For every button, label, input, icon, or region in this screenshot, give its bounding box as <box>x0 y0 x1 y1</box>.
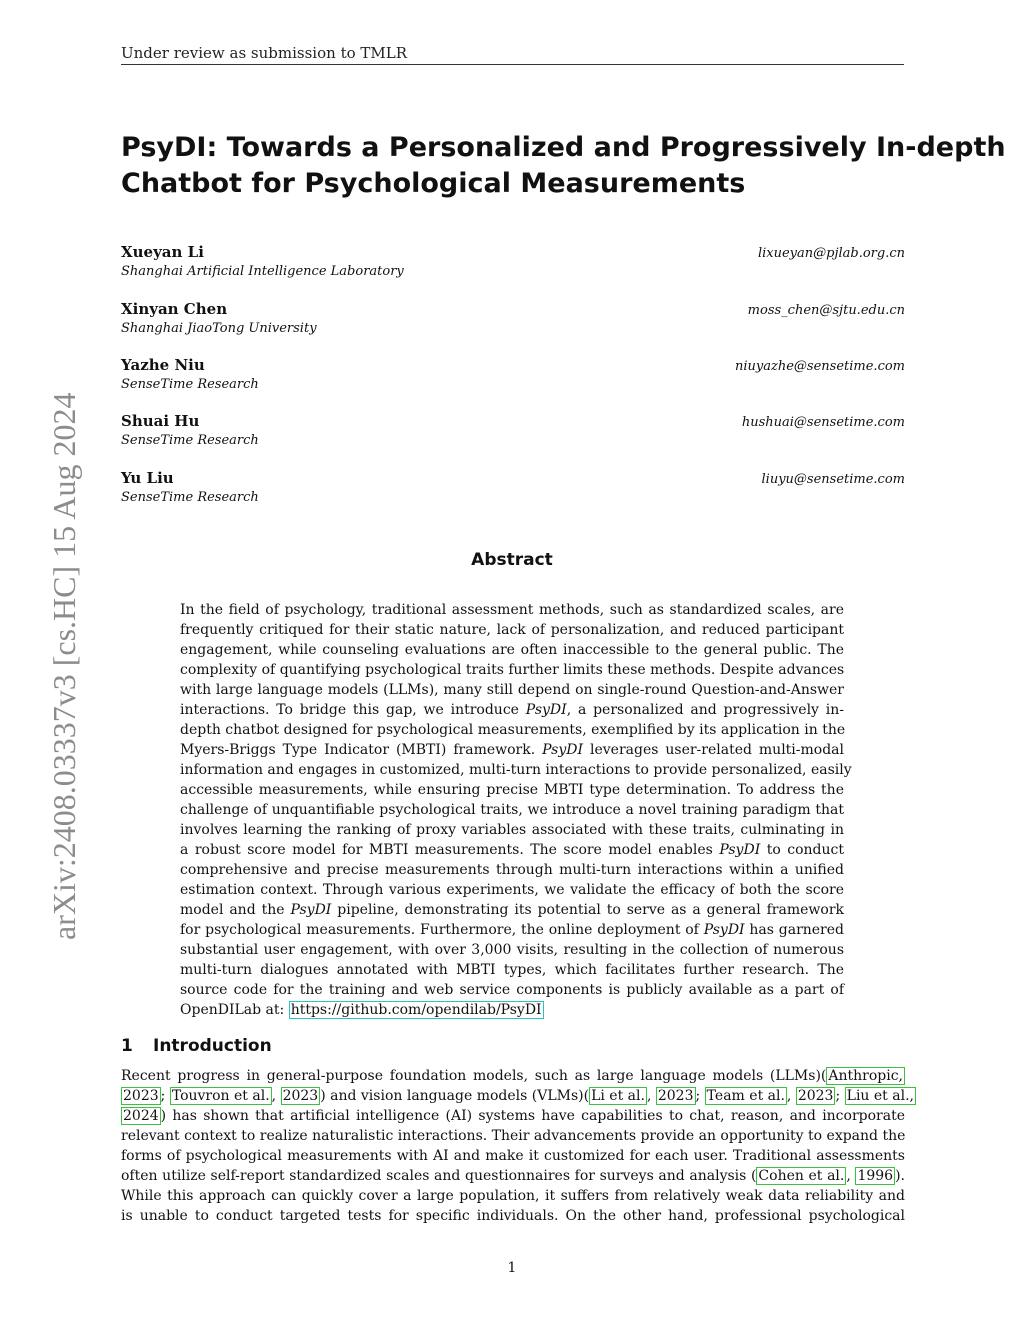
section-title: Introduction <box>153 1036 272 1056</box>
author-affiliation: SenseTime Research <box>121 433 259 448</box>
running-header: Under review as submission to TMLR <box>121 44 904 65</box>
author-name: Xueyan Li <box>121 243 204 261</box>
abstract-line: Myers-Briggs Type Indicator (MBTI) framework. PsyDI leverages user-related multi-modal <box>180 742 844 758</box>
introduction-body <box>121 1066 914 1226</box>
citation-link[interactable]: 2023 <box>282 1088 319 1104</box>
system-name: PsyDI <box>719 842 761 858</box>
author-block <box>121 469 905 513</box>
system-name: PsyDI <box>703 922 745 938</box>
author-affiliation: Shanghai JiaoTong University <box>121 321 317 336</box>
title-line-2: Chatbot for Psychological Measurements <box>121 168 746 199</box>
abstract-line: frequently critiqued for their static nature, lack of personalization, and reduced participant <box>180 622 844 638</box>
intro-line: While this approach can quickly cover a large population, it suffers from relatively weak data reliability and <box>121 1188 905 1204</box>
intro-line: 2024 ) has shown that artificial intelligence (AI) systems have capabilities to chat, reason, and incorporate <box>123 1108 905 1124</box>
author-affiliation: SenseTime Research <box>121 490 259 505</box>
author-email[interactable]: moss_chen@sjtu.edu.cn <box>747 303 905 318</box>
intro-line: Recent progress in general-purpose foundation models, such as large language models (LLMs)( Anthropic, <box>121 1068 903 1084</box>
abstract-line: accessible measurements, while ensuring precise MBTI type determination. To address the <box>180 782 844 798</box>
paper-title <box>121 130 1006 202</box>
abstract-line: information and engages in customized, multi-turn interactions to provide personalized, easily <box>180 762 852 778</box>
system-name: PsyDI <box>542 742 584 758</box>
abstract-line: model and the PsyDI pipeline, demonstrating its potential to serve as a general framework <box>180 902 844 918</box>
citation-link[interactable]: Touvron et al. <box>171 1088 270 1104</box>
author-block <box>121 412 905 456</box>
author-name: Yu Liu <box>121 469 174 487</box>
citation-link[interactable]: Team et al. <box>706 1088 785 1104</box>
citation-link[interactable]: 2023 <box>657 1088 694 1104</box>
citation-link[interactable]: 2024 <box>123 1108 159 1124</box>
author-email[interactable]: liuyu@sensetime.com <box>761 472 905 487</box>
citation-link[interactable]: Cohen et al. <box>758 1168 845 1184</box>
abstract-line: source code for the training and web service components is publicly available as a part of <box>180 982 844 998</box>
abstract-line: engagement, while counseling evaluations are often inaccessible to the general public. The <box>180 642 844 658</box>
author-affiliation: SenseTime Research <box>121 377 259 392</box>
title-line-1: PsyDI: Towards a Personalized and Progressively In-depth <box>121 132 1006 163</box>
abstract-line: multi-turn dialogues annotated with MBTI types, which facilitates further research. The <box>180 962 844 978</box>
intro-line: is unable to conduct targeted tests for specific individuals. On the other hand, professional psychological <box>121 1208 905 1224</box>
intro-line: 2023 ; Touvron et al. , 2023 ) and vision language models (VLMs)( Li et al. , 2023 ; Team et al. , 2023 ; Liu et al., <box>123 1088 914 1104</box>
author-name: Xinyan Chen <box>121 300 228 318</box>
system-name: PsyDI <box>290 902 332 918</box>
abstract-heading: Abstract <box>471 550 553 570</box>
author-email[interactable]: lixueyan@pjlab.org.cn <box>757 246 905 261</box>
abstract-line: a robust score model for MBTI measurements. The score model enables PsyDI to conduct <box>180 842 845 858</box>
author-block <box>121 356 905 400</box>
author-block <box>121 300 905 344</box>
intro-line: forms of psychological measurements with AI and make it customized for each user. Traditional assessments <box>121 1148 905 1164</box>
author-name: Yazhe Niu <box>121 356 205 374</box>
citation-link[interactable]: Li et al. <box>591 1088 645 1104</box>
abstract-line: for psychological measurements. Furthermore, the online deployment of PsyDI has garnered <box>180 922 844 938</box>
abstract-line: In the field of psychology, traditional assessment methods, such as standardized scales, are <box>180 602 844 618</box>
abstract-line: interactions. To bridge this gap, we introduce PsyDI, a personalized and progressively in- <box>180 702 845 718</box>
author-block <box>121 243 905 287</box>
repo-link[interactable]: https://github.com/opendilab/PsyDI <box>290 1002 542 1018</box>
page-number: 1 <box>507 1260 517 1276</box>
citation-link[interactable]: 2023 <box>797 1088 834 1104</box>
abstract-body <box>180 600 852 1020</box>
abstract-line: substantial user engagement, with over 3,000 visits, resulting in the collection of numerous <box>180 942 844 958</box>
system-name: PsyDI <box>525 702 567 718</box>
citation-link[interactable]: Liu et al., <box>846 1088 914 1104</box>
abstract-line: depth chatbot designed for psychological measurements, exemplified by its application in the <box>180 722 846 738</box>
abstract-line: challenge of unquantifiable psychological traits, we introduce a novel training paradigm that <box>180 802 844 818</box>
abstract-line: complexity of quantifying psychological traits further limits these methods. Despite advances <box>180 662 845 678</box>
abstract-line: OpenDILab at: https://github.com/opendilab/PsyDI <box>180 1002 542 1018</box>
abstract-line: estimation context. Through various experiments, we validate the efficacy of both the score <box>180 882 844 898</box>
author-email[interactable]: niuyazhe@sensetime.com <box>735 359 905 374</box>
citation-link[interactable]: Anthropic, <box>828 1068 903 1084</box>
abstract-line: involves learning the ranking of proxy variables associated with these traits, culminating in <box>180 822 844 838</box>
intro-line: often utilize self-report standardized scales and questionnaires for surveys and analysis ( Cohen et al. , 1996 ). <box>121 1168 905 1184</box>
author-email[interactable]: hushuai@sensetime.com <box>741 415 905 430</box>
author-name: Shuai Hu <box>121 412 200 430</box>
section-number: 1 <box>121 1036 133 1056</box>
author-affiliation: Shanghai Artificial Intelligence Laboratory <box>121 264 404 279</box>
abstract-line: comprehensive and precise measurements through multi-turn interactions within a unified <box>180 862 844 878</box>
citation-link[interactable]: 2023 <box>123 1088 159 1104</box>
intro-line: relevant context to realize naturalistic interactions. Their advancements provide an opportunity to expand the <box>121 1128 906 1144</box>
citation-link[interactable]: 1996 <box>857 1168 894 1184</box>
abstract-line: with large language models (LLMs), many still depend on single-round Question-and-Answer <box>180 682 844 698</box>
section-heading-introduction <box>121 1035 272 1057</box>
arxiv-identifier-stamp: arXiv:2408.03337v3 [cs.HC] 15 Aug 2024 <box>46 392 82 940</box>
